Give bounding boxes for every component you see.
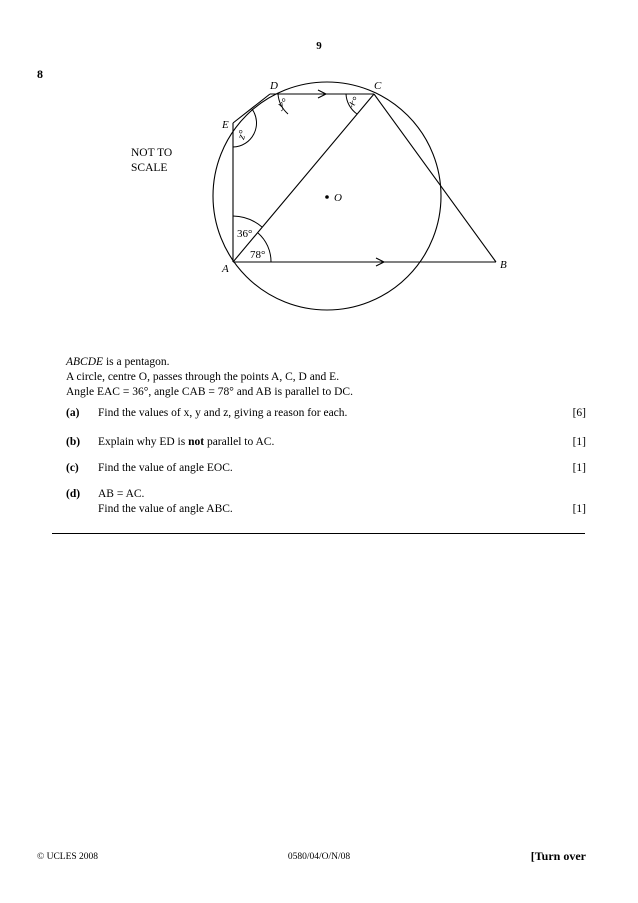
footer-paper-code: 0580/04/O/N/08 (287, 852, 351, 862)
intro-line-1-text: is a pentagon. (103, 356, 170, 368)
intro-line-1 (66, 355, 353, 370)
part-b (66, 435, 586, 451)
part-b-label: (b) (66, 436, 81, 448)
part-a-label: (a) (66, 407, 80, 419)
not-to-scale-line-2: SCALE (131, 162, 168, 174)
label-angle-y: y° (275, 96, 291, 112)
label-angle-78: 78° (250, 249, 266, 261)
part-c-text: Find the value of angle EOC. (98, 462, 233, 474)
label-b: B (500, 259, 507, 271)
question-number: 8 (37, 67, 43, 81)
part-d-label: (d) (66, 488, 81, 500)
question-intro (66, 355, 353, 400)
part-b-marks: [1] (572, 436, 586, 448)
part-c-label: (c) (66, 462, 79, 474)
footer-turn-over: [Turn over (530, 849, 586, 863)
part-a-text: Find the values of x, y and z, giving a reason for each. (98, 407, 348, 419)
part-c (66, 461, 586, 477)
label-angle-x: x° (346, 94, 361, 110)
label-e: E (222, 119, 229, 131)
label-a: A (222, 263, 229, 275)
part-b-text-bold: not (188, 436, 205, 448)
not-to-scale-line-1: NOT TO (131, 147, 173, 159)
label-d: D (270, 80, 278, 92)
part-a (66, 406, 586, 422)
part-b-text (98, 435, 274, 450)
part-d-marks: [1] (572, 503, 586, 515)
label-angle-36: 36° (237, 228, 253, 240)
part-b-text-pre: Explain why ED is (98, 436, 189, 448)
part-d-line-2: Find the value of angle ABC. (98, 503, 233, 515)
part-d-text (98, 487, 233, 517)
part-d (66, 487, 586, 519)
footer-copyright: © UCLES 2008 (37, 852, 99, 862)
part-d-line-1: AB = AC. (98, 488, 145, 500)
pentagon-name: ABCDE (66, 356, 104, 368)
part-c-marks: [1] (572, 462, 586, 474)
arc-angle-36 (233, 216, 262, 227)
intro-line-3: Angle EAC = 36°, angle CAB = 78° and AB is parallel to DC. (66, 386, 353, 398)
separator-rule (52, 533, 585, 534)
side-cb (374, 94, 496, 262)
page-number: 9 (316, 40, 322, 52)
intro-line-2: A circle, centre O, passes through the points A, C, D and E. (66, 371, 340, 383)
part-b-text-post: parallel to AC. (204, 436, 275, 448)
label-angle-z: z° (235, 128, 250, 142)
diagonal-ac (233, 94, 374, 262)
side-ed (233, 94, 270, 123)
part-a-marks: [6] (572, 407, 586, 419)
centre-dot (325, 195, 329, 199)
label-c: C (374, 80, 382, 92)
label-o: O (334, 192, 342, 204)
